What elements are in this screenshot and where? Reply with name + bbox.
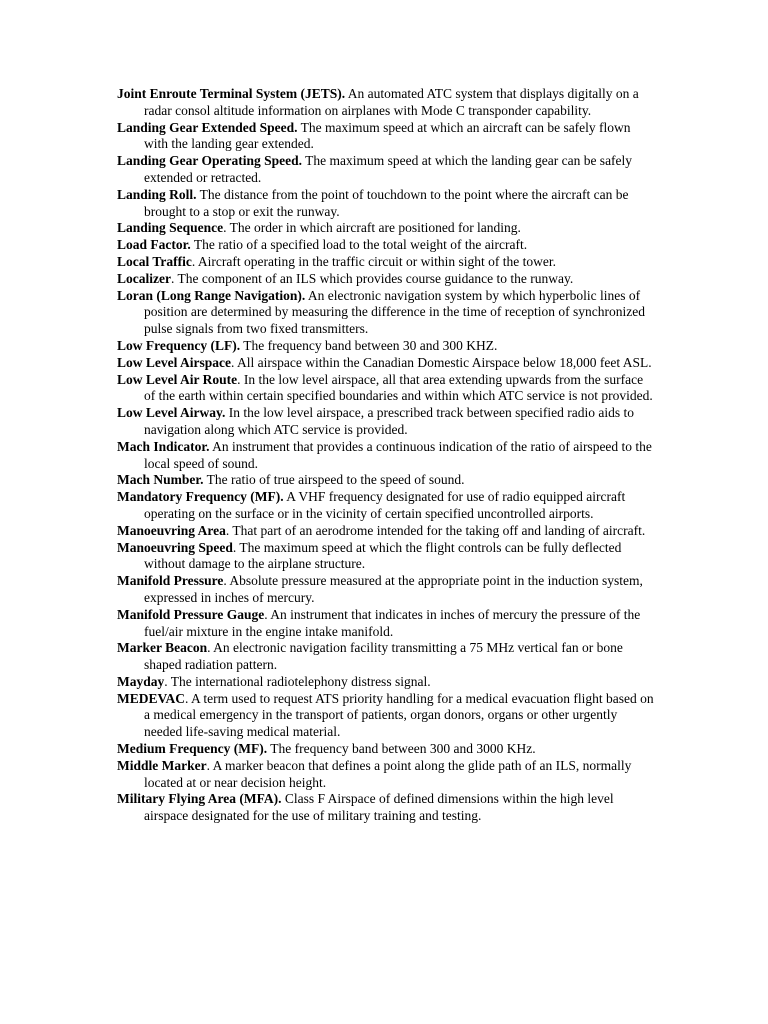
glossary-entry: [117, 674, 657, 691]
entry-term: Manifold Pressure Gauge: [117, 606, 265, 622]
entry-definition: The frequency band between 300 and 3000 KHz.: [267, 741, 536, 757]
glossary-entry: [117, 691, 657, 741]
entry-definition: . All airspace within the Canadian Domestic Airspace below 18,000 feet ASL.: [231, 354, 652, 370]
glossary-entry: [117, 640, 657, 674]
glossary-entry: [117, 607, 657, 641]
entry-definition: The frequency band between 30 and 300 KHZ.: [240, 337, 498, 353]
glossary-entry: [117, 573, 657, 607]
entry-definition: . The international radiotelephony distress signal.: [164, 673, 431, 689]
entry-definition: The ratio of a specified load to the total weight of the aircraft.: [190, 237, 528, 253]
entry-definition: The distance from the point of touchdown to the point where the aircraft can be brought to a stop or exit the runway.: [144, 186, 629, 219]
entry-definition: An electronic navigation system by which hyperbolic lines of position are determined by measuring the difference in the time of reception of synchronized pulse signals from two fixed transmitters.: [144, 287, 645, 337]
entry-definition: . That part of an aerodrome intended for the taking off and landing of aircraft.: [225, 522, 646, 538]
glossary-entry: [117, 741, 657, 758]
entry-term: Low Level Air Route: [117, 371, 238, 387]
glossary-entry: [117, 472, 657, 489]
entry-definition: . A term used to request ATS priority handling for a medical evacuation flight based on a medical emergency in the transport of patients, organ donors, organs or other urgently needed life-saving medical material.: [144, 690, 654, 740]
entry-definition: . An electronic navigation facility transmitting a 75 MHz vertical fan or bone shaped radiation pattern.: [144, 640, 623, 673]
entry-term: Local Traffic: [117, 253, 192, 269]
entry-term: Localizer: [117, 270, 171, 286]
entry-term: Load Factor.: [117, 237, 191, 253]
entry-term: Military Flying Area (MFA).: [117, 791, 282, 807]
entry-term: Loran (Long Range Navigation).: [117, 287, 306, 303]
glossary-entry: [117, 439, 657, 473]
entry-definition: . Aircraft operating in the traffic circuit or within sight of the tower.: [191, 253, 557, 269]
entry-definition: . The order in which aircraft are positioned for landing.: [223, 220, 521, 236]
glossary-entry: [117, 288, 657, 338]
entry-term: Landing Sequence: [117, 220, 224, 236]
glossary-entry: [117, 271, 657, 288]
entry-term: Mach Number.: [117, 472, 204, 488]
entry-definition: . A marker beacon that defines a point along the glide path of an ILS, normally located at or near decision height.: [144, 757, 632, 790]
entry-term: Mayday: [117, 673, 165, 689]
entry-term: Mach Indicator.: [117, 438, 210, 454]
glossary-entry: [117, 153, 657, 187]
glossary-entry: [117, 237, 657, 254]
entry-definition: Class F Airspace of defined dimensions within the high level airspace designated for the use of military training and testing.: [144, 791, 614, 824]
glossary-entry: [117, 120, 657, 154]
glossary-entry: [117, 489, 657, 523]
glossary-entry: [117, 254, 657, 271]
entry-term: Middle Marker: [117, 757, 207, 773]
entry-term: Low Level Airspace: [117, 354, 231, 370]
entry-definition: An automated ATC system that displays digitally on a radar consol altitude information on airplanes with Mode C transponder capability.: [144, 86, 639, 118]
glossary-entry: [117, 338, 657, 355]
entry-term: Low Frequency (LF).: [117, 337, 241, 353]
entry-term: Landing Roll.: [117, 186, 197, 202]
entry-term: Landing Gear Operating Speed.: [117, 153, 303, 169]
glossary-entry: [117, 372, 657, 406]
entry-term: Marker Beacon: [117, 640, 208, 656]
entry-term: MEDEVAC: [117, 690, 186, 706]
entry-definition: . Absolute pressure measured at the appropriate point in the induction system, expressed in inches of mercury.: [144, 573, 643, 605]
glossary-entry: [117, 220, 657, 237]
entry-term: Manoeuvring Speed: [117, 539, 233, 555]
glossary-entry: [117, 86, 657, 120]
entry-term: Low Level Airway.: [117, 405, 226, 421]
glossary-entry: [117, 758, 657, 792]
entry-term: Mandatory Frequency (MF).: [117, 489, 284, 505]
entry-term: Landing Gear Extended Speed.: [117, 119, 298, 135]
glossary-entry: [117, 405, 657, 439]
entry-definition: . In the low level airspace, all that area extending upwards from the surface of the earth within certain specified boundaries and within which ATC service is not provided.: [144, 371, 653, 404]
entry-definition: An instrument that provides a continuous indication of the ratio of airspeed to the local speed of sound.: [144, 438, 652, 471]
glossary-entry: [117, 540, 657, 574]
entry-term: Manifold Pressure: [117, 573, 224, 589]
entry-definition: In the low level airspace, a prescribed track between specified radio aids to navigation along which ATC service is provided.: [144, 405, 634, 437]
entry-definition: . The component of an ILS which provides course guidance to the runway.: [170, 270, 574, 286]
glossary-page: [117, 86, 657, 825]
entry-term: Medium Frequency (MF).: [117, 741, 268, 757]
glossary-entry: [117, 355, 657, 372]
glossary-entry: [117, 791, 657, 825]
entry-definition: . The maximum speed at which the flight controls can be fully deflected without damage to the airplane structure.: [144, 539, 622, 572]
entry-definition: The ratio of true airspeed to the speed of sound.: [203, 472, 465, 488]
entry-term: Manoeuvring Area: [117, 522, 226, 538]
glossary-entry: [117, 187, 657, 221]
glossary-entry: [117, 523, 657, 540]
entry-definition: The maximum speed at which an aircraft can be safely flown with the landing gear extended.: [144, 119, 631, 152]
entry-definition: The maximum speed at which the landing gear can be safely extended or retracted.: [144, 153, 633, 185]
entry-term: Joint Enroute Terminal System (JETS).: [117, 86, 346, 101]
entry-definition: A VHF frequency designated for use of radio equipped aircraft operating on the surface or in the vicinity of certain specified uncontrolled airports.: [144, 489, 626, 521]
entry-definition: . An instrument that indicates in inches of mercury the pressure of the fuel/air mixture in the engine intake manifold.: [144, 606, 641, 639]
